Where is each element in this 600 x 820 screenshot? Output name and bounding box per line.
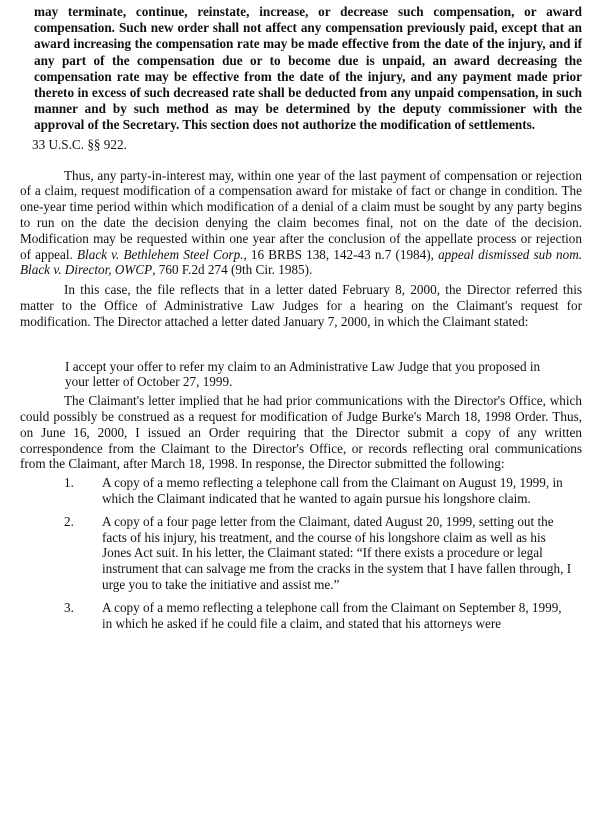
list-item — [20, 475, 582, 507]
submitted-items-list — [20, 475, 582, 631]
paragraph-modification-rule — [20, 168, 582, 279]
paragraph-case-background: In this case, the file reflects that in a letter dated February 8, 2000, the Director referred this matter to the Office of Administrative Law Judges for a hearing on the Claimant's request for modification. The Director attached a letter dated January 7, 2000, in which the Claimant stated: — [20, 282, 582, 329]
paragraph-text: Thus, any party-in-interest may, within one year of the last payment of compensation or rejection of a claim, request modification of a compensation award for mistake of fact or change in condition. The one-year time period within which modification of a denial of a claim must be sought by any party begins to run on the date the decision denying the claim becomes final, not on the date of the decision. Modification may be requested within one year after the conclusion of the appellate process or rejection of appeal. — [20, 167, 582, 262]
item-text: A copy of a memo reflecting a telephone call from the Claimant on August 19, 1999, in which the Claimant indicated that he wanted to again pursue his longshore claim. — [102, 475, 563, 506]
case-name: Black v. Bethlehem Steel Corp. — [77, 246, 244, 262]
paragraph-order: The Claimant's letter implied that he had prior communications with the Director's Office, which could possibly be construed as a request for modification of Judge Burke's March 18, 1998 Order. Thus, on June 16, 2000, I issued an Order requiring that the Director submit a copy of any written correspondence from the Claimant to the Director's Office, or records reflecting oral communications from the Claimant, after March 18, 1998. In response, the Director submitted the following: — [20, 393, 582, 472]
list-item — [20, 514, 582, 593]
item-number: 2. — [64, 513, 74, 529]
item-number: 3. — [64, 599, 74, 615]
case-citation: , 760 F.2d 274 (9th Cir. 1985). — [152, 262, 313, 278]
list-item — [20, 600, 582, 632]
case-citation: , 16 BRBS 138, 142-43 n.7 (1984), — [243, 246, 434, 262]
item-text: A copy of a memo reflecting a telephone call from the Claimant on September 8, 1999, in which he asked if he could file a claim, and stated that his attorneys were — [102, 599, 562, 631]
statute-quote: may terminate, continue, reinstate, increase, or decrease such compensation, or award compensation. Such new order shall not affect any compensation previously paid, except that an award increasing the compensation rate may be made effective from the date of the injury, and if any part of the compensation due or to become due is unpaid, an award decreasing the compensation rate may be effective from the date of the injury, and any payment made prior thereto in excess of such decreased rate shall be deducted from any unpaid compensation, in such manner and by such method as may be determined by the deputy commissioner with the approval of the Secretary. This section does not authorize the modification of settlements. — [34, 4, 582, 133]
item-text: A copy of a four page letter from the Claimant, dated August 20, 1999, setting out the facts of his injury, his treatment, and the course of his longshore claim as well as his Jones Act suit. In his letter, the Claimant stated: “If there exists a procedure or legal instrument that can salvage me from the cracks in the system that I have fallen through, I urge you to take the initiative and assist me.” — [102, 513, 572, 592]
statute-citation: 33 U.S.C. §§ 922. — [32, 136, 127, 152]
item-number: 1. — [64, 475, 74, 491]
case-name: appeal dismissed sub nom. Black v. Director, OWCP — [20, 246, 583, 278]
claimant-letter-quote: I accept your offer to refer my claim to an Administrative Law Judge that you proposed in your letter of October 27, 1999. — [65, 358, 541, 390]
